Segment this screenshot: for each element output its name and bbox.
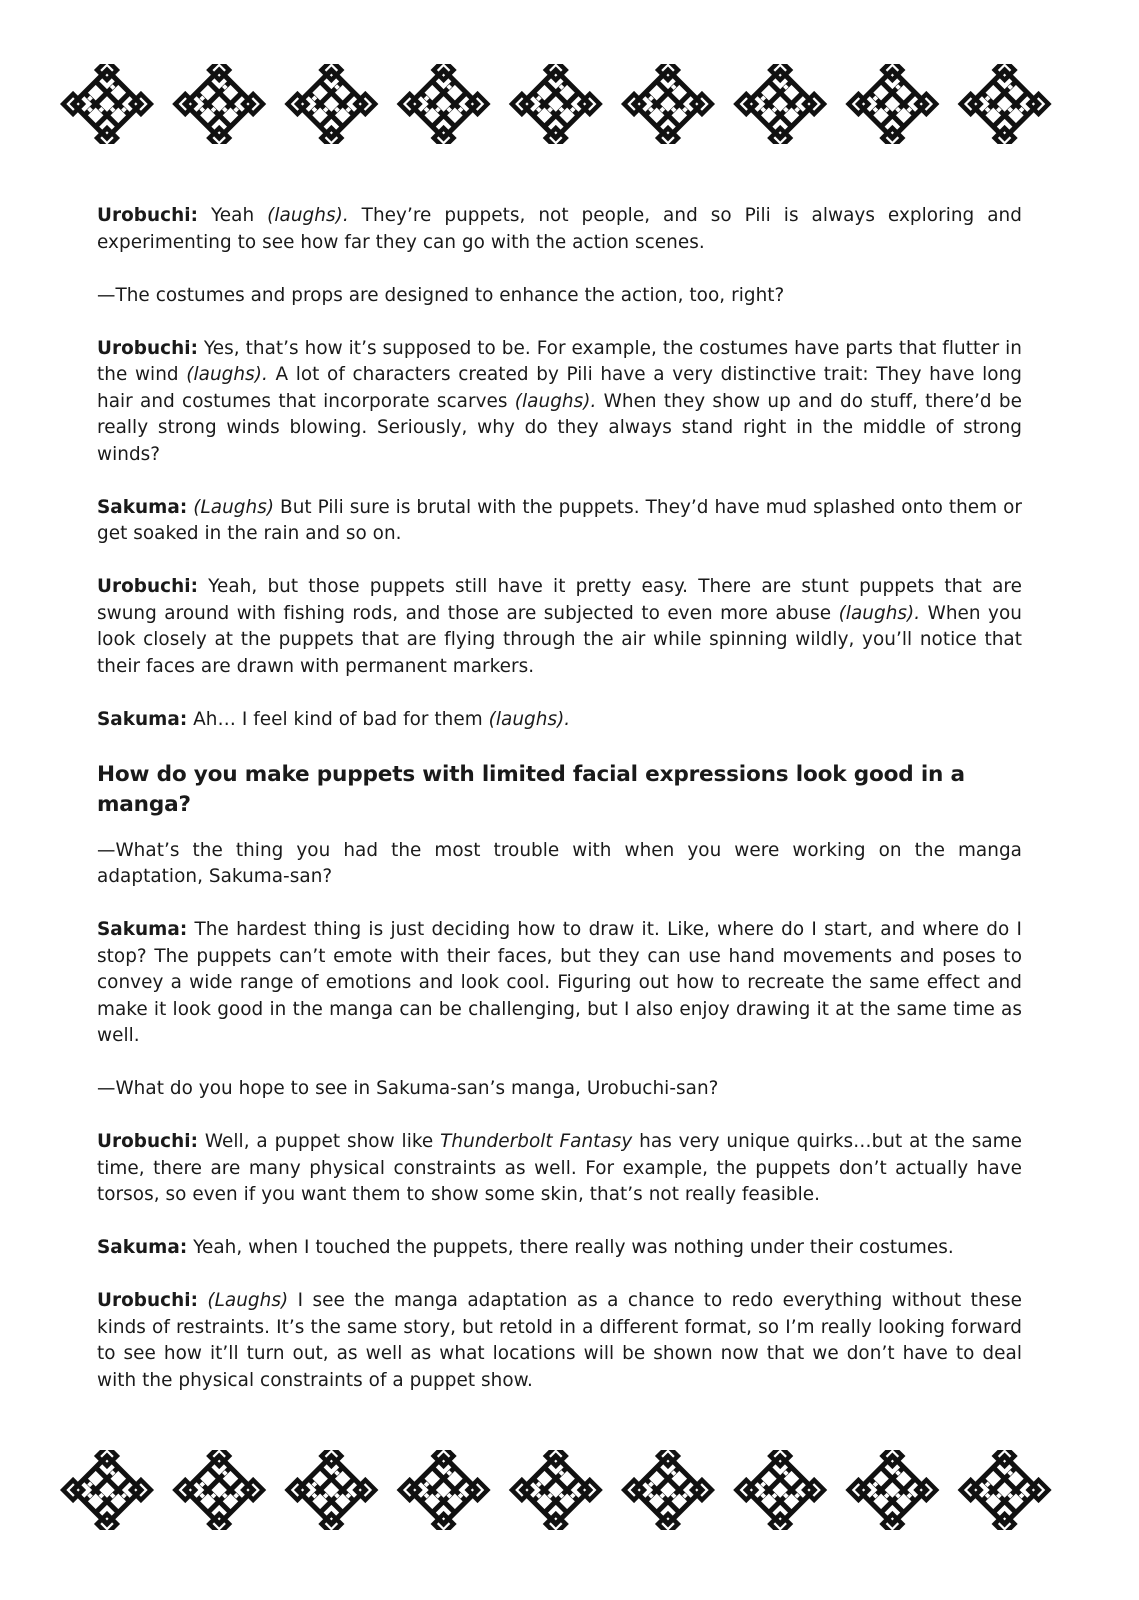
work-title: Thunderbolt Fantasy bbox=[440, 1131, 633, 1152]
speaker-label: Urobuchi: bbox=[97, 576, 198, 597]
dialogue-paragraph bbox=[97, 707, 1022, 734]
dialogue-paragraph bbox=[97, 574, 1022, 680]
dialogue-paragraph bbox=[97, 1235, 1022, 1262]
speaker-label: Urobuchi: bbox=[97, 337, 198, 359]
speaker-label: Sakuma: bbox=[97, 919, 188, 940]
dialogue-paragraph bbox=[97, 336, 1022, 469]
text-run: Yeah bbox=[198, 205, 268, 226]
endless-knot-icon bbox=[288, 1450, 376, 1530]
text-run: I see the manga adaptation as a chance to redo everything without these kinds of restraints. It’s the same story, but retold in a different format, so I’m really looking forward to see how it’ll turn out, as well as what locations will be shown now that we don’t have to deal with the physical constraints of a puppet show. bbox=[97, 1290, 1022, 1391]
endless-knot-icon bbox=[288, 64, 376, 144]
speaker-label: Sakuma: bbox=[97, 496, 188, 518]
speaker-label: Urobuchi: bbox=[97, 205, 198, 226]
stage-direction: (laughs). bbox=[838, 602, 921, 624]
endless-knot-icon bbox=[961, 64, 1049, 144]
endless-knot-icon bbox=[63, 64, 151, 144]
speaker-label: Urobuchi: bbox=[97, 1290, 198, 1311]
document-body bbox=[97, 203, 1022, 1421]
dialogue-paragraph bbox=[97, 1288, 1022, 1394]
text-run: A lot of characters created by Pili have a very distinctive trait: They have long hair and costumes that incorporate scarves bbox=[97, 364, 1022, 412]
section-heading bbox=[97, 760, 1022, 820]
speaker-label: Sakuma: bbox=[97, 708, 188, 730]
text-run: They’re puppets, not people, and so Pili is always exploring and experimenting to see how far they can go with the action scenes. bbox=[97, 205, 1022, 253]
speaker-label: Urobuchi: bbox=[97, 1131, 198, 1152]
endless-knot-icon bbox=[175, 1450, 263, 1530]
endless-knot-icon bbox=[400, 64, 488, 144]
text-run: has very unique quirks…but at the same time, there are many physical constraints as well. For example, the puppets don’t actually have torsos, so even if you want them to show some skin, that’s not really feasible. bbox=[97, 1131, 1022, 1205]
stage-direction: (laughs). bbox=[267, 205, 349, 226]
text-run: Well, a puppet show like bbox=[198, 1131, 441, 1152]
text-run: How do you make puppets with limited facial expressions look good in a manga? bbox=[97, 761, 965, 817]
knot-row-bottom bbox=[0, 1450, 1139, 1530]
stage-direction: (laughs). bbox=[514, 390, 597, 412]
endless-knot-icon bbox=[736, 1450, 824, 1530]
endless-knot-icon bbox=[961, 1450, 1049, 1530]
stage-direction: (Laughs) bbox=[193, 496, 275, 518]
endless-knot-icon bbox=[400, 1450, 488, 1530]
text-run: Yeah, when I touched the puppets, there really was nothing under their costumes. bbox=[187, 1237, 954, 1258]
text-run: Ah… I feel kind of bad for them bbox=[187, 708, 489, 730]
ornamental-border-bottom bbox=[0, 1450, 1139, 1530]
text-run: When you look closely at the puppets that are flying through the air while spinning wildly, you’ll notice that their faces are drawn with permanent markers. bbox=[97, 602, 1022, 677]
interviewer-question bbox=[97, 283, 1022, 310]
text-run: The hardest thing is just deciding how to draw it. Like, where do I start, and where do I stop? The puppets can’t emote with their faces, but they can use hand movements and poses to convey a wide range of emotions and look cool. Figuring out how to recreate the same effect and make it look good in the manga can be challenging, but I also enjoy drawing it at the same time as well. bbox=[97, 919, 1022, 1046]
endless-knot-icon bbox=[624, 64, 712, 144]
dialogue-paragraph bbox=[97, 917, 1022, 1050]
endless-knot-icon bbox=[624, 1450, 712, 1530]
text-run: Yes, that’s how it’s supposed to be. For example, the costumes have parts that flutter in the wind bbox=[97, 337, 1022, 385]
endless-knot-icon bbox=[512, 1450, 600, 1530]
endless-knot-icon bbox=[512, 64, 600, 144]
dialogue-paragraph bbox=[97, 203, 1022, 256]
speaker-label: Sakuma: bbox=[97, 1237, 188, 1258]
text-run: —What do you hope to see in Sakuma-san’s manga, Urobuchi-san? bbox=[97, 1078, 719, 1099]
knot-row-top bbox=[0, 64, 1139, 144]
stage-direction: (laughs). bbox=[186, 364, 268, 385]
text-run: Yeah, but those puppets still have it pretty easy. There are stunt puppets that are swung around with fishing rods, and those are subjected to even more abuse bbox=[97, 576, 1022, 624]
stage-direction: (Laughs) bbox=[207, 1290, 289, 1311]
text-run: When they show up and do stuff, there’d be really strong winds blowing. Seriously, why do they always stand right in the middle of strong winds? bbox=[97, 390, 1022, 465]
endless-knot-icon bbox=[63, 1450, 151, 1530]
dialogue-paragraph bbox=[97, 1129, 1022, 1209]
interviewer-question bbox=[97, 1076, 1022, 1103]
ornamental-border-top bbox=[0, 64, 1139, 144]
endless-knot-icon bbox=[849, 64, 937, 144]
dialogue-paragraph bbox=[97, 495, 1022, 548]
text-run bbox=[198, 1290, 207, 1311]
interviewer-question bbox=[97, 838, 1022, 891]
text-run: But Pili sure is brutal with the puppets. They’d have mud splashed onto them or get soaked in the rain and so on. bbox=[97, 496, 1022, 544]
stage-direction: (laughs). bbox=[488, 708, 571, 730]
endless-knot-icon bbox=[849, 1450, 937, 1530]
endless-knot-icon bbox=[175, 64, 263, 144]
endless-knot-icon bbox=[736, 64, 824, 144]
text-run: —The costumes and props are designed to enhance the action, too, right? bbox=[97, 284, 785, 306]
text-run: —What’s the thing you had the most trouble with when you were working on the manga adaptation, Sakuma-san? bbox=[97, 839, 1022, 887]
